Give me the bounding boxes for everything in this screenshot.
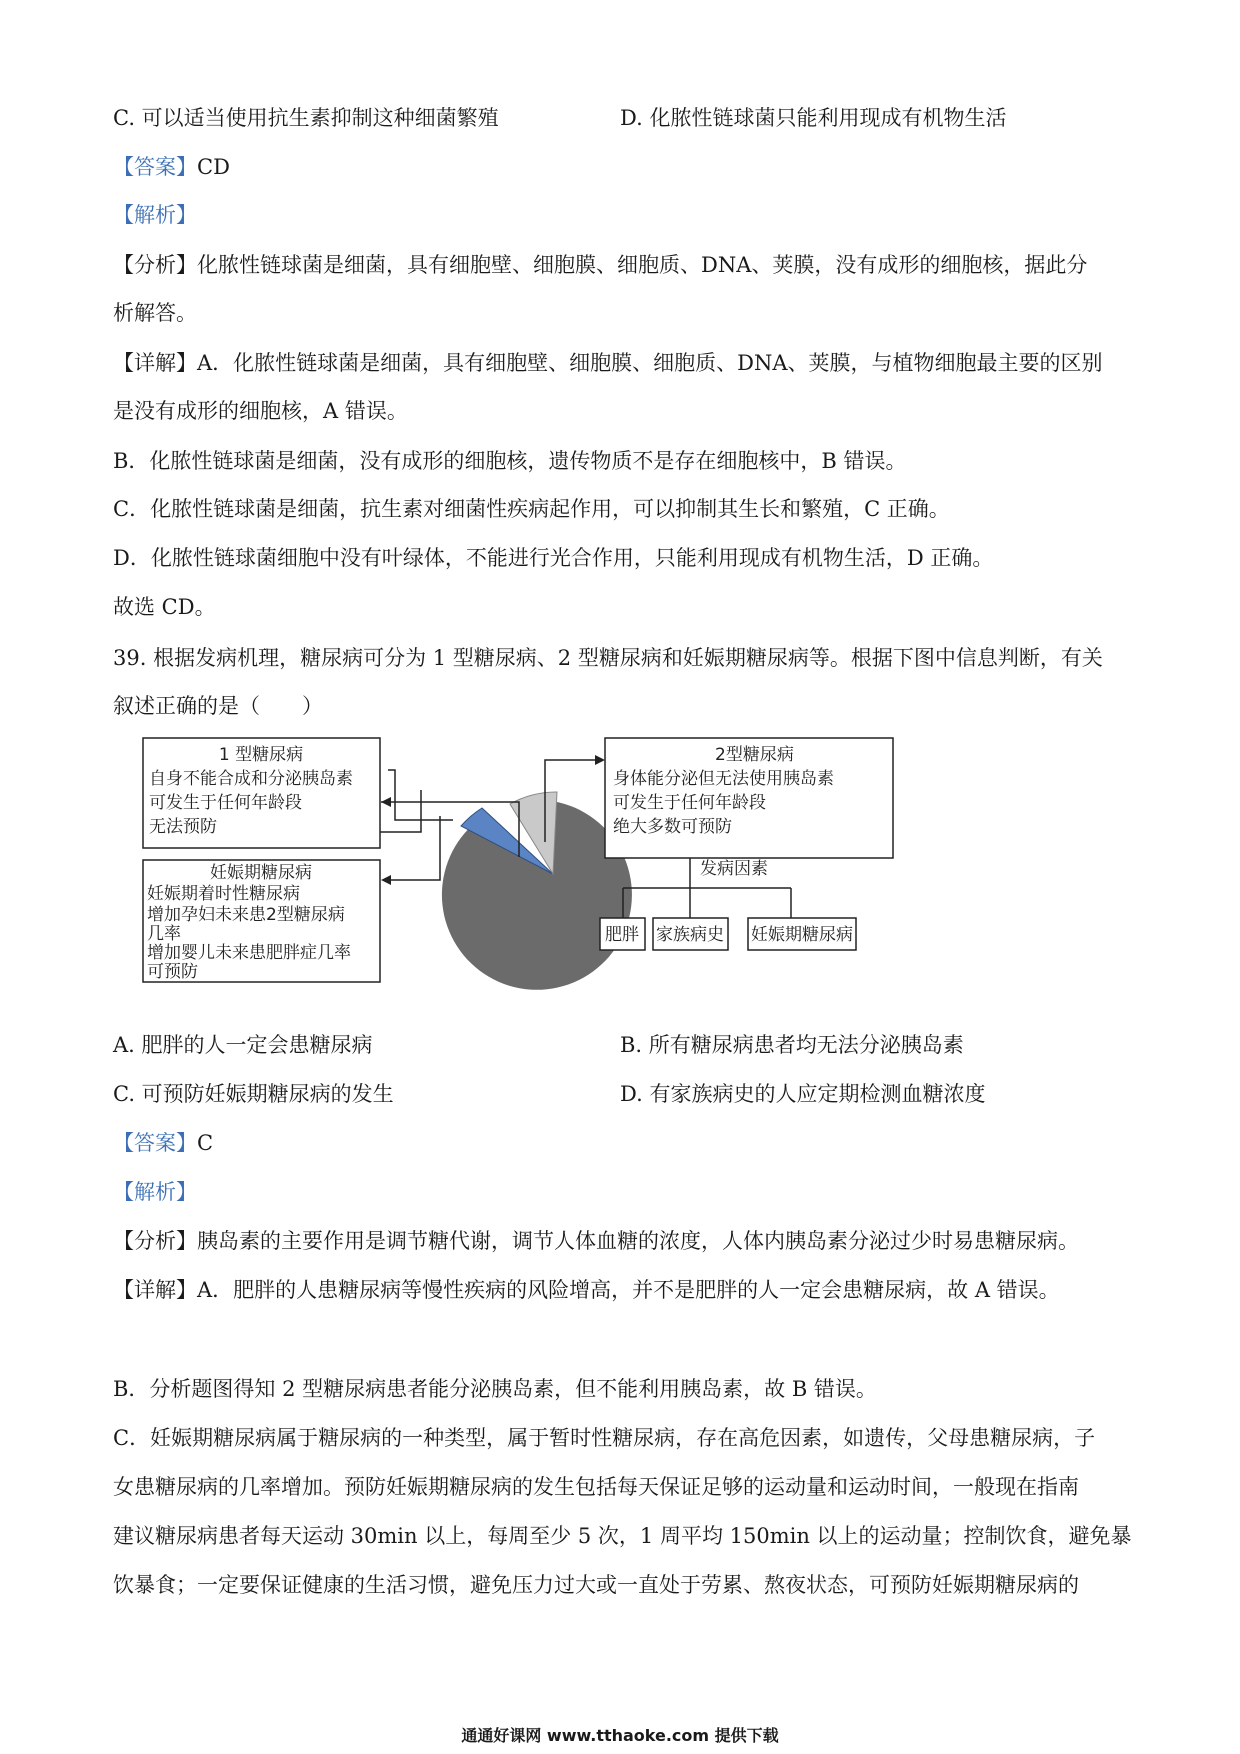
type1-line: 自身不能合成和分泌胰岛素 [149, 769, 353, 789]
type2-line: 可发生于任何年龄段 [613, 793, 766, 813]
q38-option-c: C. 可以适当使用抗生素抑制这种细菌繁殖 [113, 106, 499, 130]
analysis-label: 【分析】 [113, 1229, 197, 1253]
gestational-title: 妊娠期糖尿病 [210, 863, 312, 883]
detail-a-text: A．肥胖的人患糖尿病等慢性疾病的风险增高，并不是肥胖的人一定会患糖尿病，故 A 错误。 [197, 1278, 1060, 1302]
gestational-line: 可预防 [147, 962, 198, 982]
q38-analysis-2: 析解答。 [113, 301, 197, 325]
q39-option-d: D. 有家族病史的人应定期检测血糖浓度 [620, 1082, 986, 1106]
q38-detail-b: B．化脓性链球菌是细菌，没有成形的细胞核，遗传物质不是存在细胞核中，B 错误。 [113, 449, 907, 473]
analysis-text: 化脓性链球菌是细菌，具有细胞壁、细胞膜、细胞质、DNA、荚膜，没有成形的细胞核，据此分 [197, 253, 1088, 277]
answer-value: C [197, 1131, 214, 1155]
q38-analysis-1 [113, 250, 1130, 280]
type2-line: 绝大多数可预防 [613, 817, 732, 837]
footer-watermark: 通通好课网 www.tthaoke.com 提供下载 [461, 1726, 779, 1745]
gestational-line: 几率 [147, 924, 181, 944]
q38-detail-c: C．化脓性链球菌是细菌，抗生素对细菌性疾病起作用，可以抑制其生长和繁殖，C 正确。 [113, 497, 950, 521]
q38-answer [113, 152, 1130, 182]
type1-line: 无法预防 [149, 817, 217, 837]
detail-a-text: A．化脓性链球菌是细菌，具有细胞壁、细胞膜、细胞质、DNA、荚膜，与植物细胞最主要的区别 [197, 351, 1103, 375]
q38-analysis-tag: 【解析】 [113, 203, 197, 227]
gestational-line: 妊娠期着时性糖尿病 [147, 884, 300, 904]
q39-stem-2: 叙述正确的是（ ） [113, 694, 323, 718]
type2-line: 身体能分泌但无法使用胰岛素 [613, 769, 834, 789]
q39-stem-1: 39. 根据发病机理，糖尿病可分为 1 型糖尿病、2 型糖尿病和妊娠期糖尿病等。根据下图中信息判断，有关 [113, 646, 1103, 670]
q39-analysis-tag: 【解析】 [113, 1180, 197, 1204]
q39-answer [113, 1128, 1130, 1158]
answer-value: CD [197, 155, 230, 179]
gestational-line: 增加孕妇未来患2型糖尿病 [147, 905, 345, 925]
gestational-line: 增加婴儿未来患肥胖症几率 [147, 943, 351, 963]
diabetes-figure [135, 730, 975, 990]
q39-option-c: C. 可预防妊娠期糖尿病的发生 [113, 1082, 394, 1106]
q39-analysis [113, 1226, 1130, 1256]
q39-detail-c-1: C．妊娠期糖尿病属于糖尿病的一种类型，属于暂时性糖尿病，存在高危因素，如遗传，父母患糖尿病，子 [113, 1426, 1096, 1450]
q38-detail-a-1 [113, 348, 1130, 378]
answer-tag: 【答案】 [113, 1131, 197, 1155]
q39-detail-c-3: 建议糖尿病患者每天运动 30min 以上，每周至少 5 次，1 周平均 150min 以上的运动量；控制饮食，避免暴 [113, 1524, 1132, 1548]
pie-chart [442, 792, 632, 990]
q39-detail-c-4: 饮暴食；一定要保证健康的生活习惯，避免压力过大或一直处于劳累、熬夜状态，可预防妊娠期糖尿病的 [113, 1573, 1079, 1597]
answer-tag: 【答案】 [113, 155, 197, 179]
analysis-text: 胰岛素的主要作用是调节糖代谢，调节人体血糖的浓度，人体内胰岛素分泌过少时易患糖尿病。 [197, 1229, 1079, 1253]
q38-option-d: D. 化脓性链球菌只能利用现成有机物生活 [620, 106, 1007, 130]
detail-label: 【详解】 [113, 351, 197, 375]
q39-option-b: B. 所有糖尿病患者均无法分泌胰岛素 [620, 1033, 964, 1057]
q39-detail-b: B．分析题图得知 2 型糖尿病患者能分泌胰岛素，但不能利用胰岛素，故 B 错误。 [113, 1377, 877, 1401]
factors-label: 发病因素 [700, 859, 768, 879]
factor-gestational: 妊娠期糖尿病 [751, 925, 853, 945]
q38-conclusion: 故选 CD。 [113, 595, 216, 619]
analysis-label: 【分析】 [113, 253, 197, 277]
q39-detail-a [113, 1275, 1130, 1305]
type1-title: 1 型糖尿病 [218, 745, 304, 765]
q39-detail-c-2: 女患糖尿病的几率增加。预防妊娠期糖尿病的发生包括每天保证足够的运动量和运动时间，一般现在指南 [113, 1475, 1079, 1499]
detail-label: 【详解】 [113, 1278, 197, 1302]
type2-title: 2型糖尿病 [715, 745, 794, 765]
q39-option-a: A. 肥胖的人一定会患糖尿病 [113, 1033, 373, 1057]
q38-detail-a-2: 是没有成形的细胞核，A 错误。 [113, 399, 408, 423]
factor-obesity: 肥胖 [605, 925, 639, 945]
q38-detail-d: D．化脓性链球菌细胞中没有叶绿体，不能进行光合作用，只能利用现成有机物生活，D 正确。 [113, 546, 994, 570]
type1-line: 可发生于任何年龄段 [149, 793, 302, 813]
factor-family-history: 家族病史 [656, 925, 724, 945]
